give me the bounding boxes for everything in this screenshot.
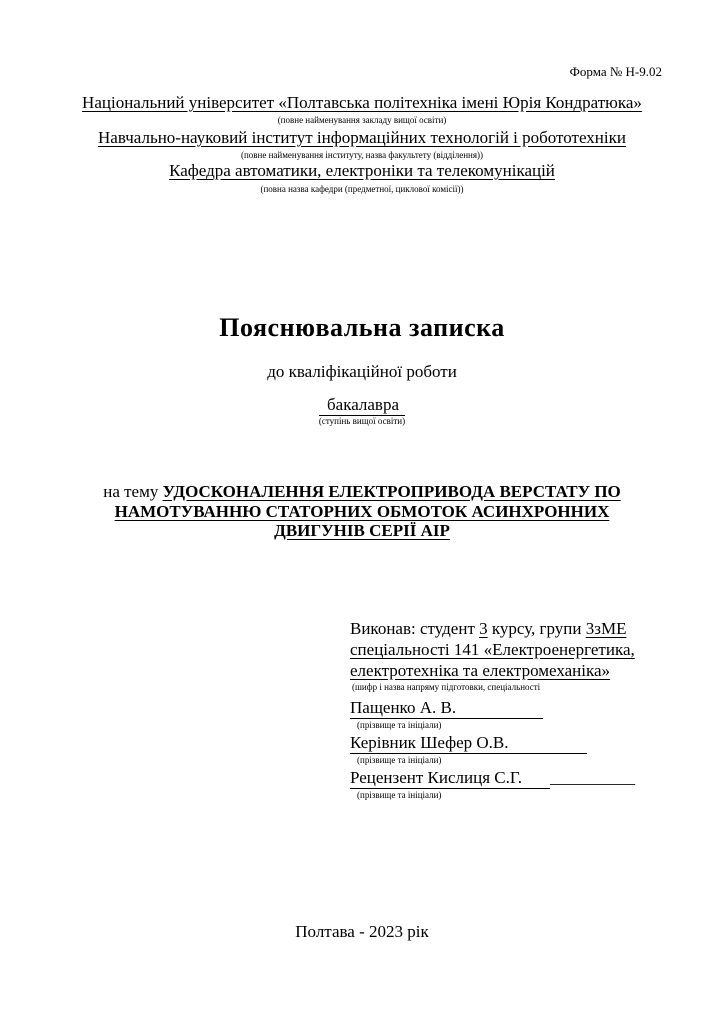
- signature-row-reviewer: [350, 768, 666, 789]
- reviewer-name: Рецензент Кислиця С.Г.: [350, 768, 550, 789]
- degree-line: [0, 395, 724, 415]
- group-code: 3зМЕ: [585, 619, 627, 638]
- course-number: 3: [479, 619, 488, 638]
- degree-value: бакалавра: [319, 395, 405, 416]
- reviewer-name-caption: (прізвище та ініціали): [357, 790, 442, 800]
- topic-prefix: на тему: [103, 482, 163, 501]
- specialty-caption: (шифр і назва напряму підготовки, спеціальності: [352, 682, 541, 692]
- document-title: Пояснювальна записка: [219, 313, 505, 342]
- executor-block: [350, 618, 666, 801]
- reviewer-name-tail: __________: [550, 768, 635, 787]
- specialty-line-2: електротехніка та електромеханіка»: [350, 661, 611, 680]
- supervisor-name: Керівник Шефер О.В.: [350, 733, 587, 754]
- document-subtitle: до кваліфікаційної роботи: [267, 362, 457, 381]
- institute-caption: (повне найменування інституту, назва факультету (відділення)): [240, 150, 483, 160]
- thesis-topic: [82, 482, 642, 541]
- specialty-line-1: спеціальності 141 «Електроенергетика,: [350, 640, 635, 659]
- topic-title: УДОСКОНАЛЕННЯ ЕЛЕКТРОПРИВОДА ВЕРСТАТУ ПО НАМОТУВАННЮ СТАТОРНИХ ОБМОТОК АСИНХРОННИХ ДВИГУНІВ СЕРІЇ АІР: [114, 482, 621, 540]
- signature-row-student: [350, 698, 666, 719]
- university-name: Національний університет «Полтавська політехніка імені Юрія Кондратюка»: [82, 93, 642, 112]
- department-name: Кафедра автоматики, електроніки та телекомунікацій: [169, 161, 555, 180]
- university-caption: (повне найменування закладу вищої освіти): [277, 115, 447, 125]
- form-code: Форма № Н-9.02: [569, 64, 662, 79]
- executor-mid: курсу, групи: [487, 619, 586, 638]
- executor-line-1: [350, 618, 666, 639]
- student-name: Пащенко А. В.: [350, 698, 543, 719]
- student-name-caption: (прізвище та ініціали): [357, 720, 442, 730]
- department-caption: (повна назва кафедри (предметної, циклової комісії)): [260, 184, 464, 194]
- signature-row-supervisor: [350, 733, 666, 754]
- city-year-footer: Полтава - 2023 рік: [295, 922, 429, 941]
- supervisor-name-caption: (прізвище та ініціали): [357, 755, 442, 765]
- executor-prefix: Виконав: студент: [350, 619, 480, 638]
- institute-name: Навчально-науковий інститут інформаційних технологій і робототехніки: [98, 128, 626, 147]
- degree-caption: (ступінь вищої освіти): [318, 416, 406, 426]
